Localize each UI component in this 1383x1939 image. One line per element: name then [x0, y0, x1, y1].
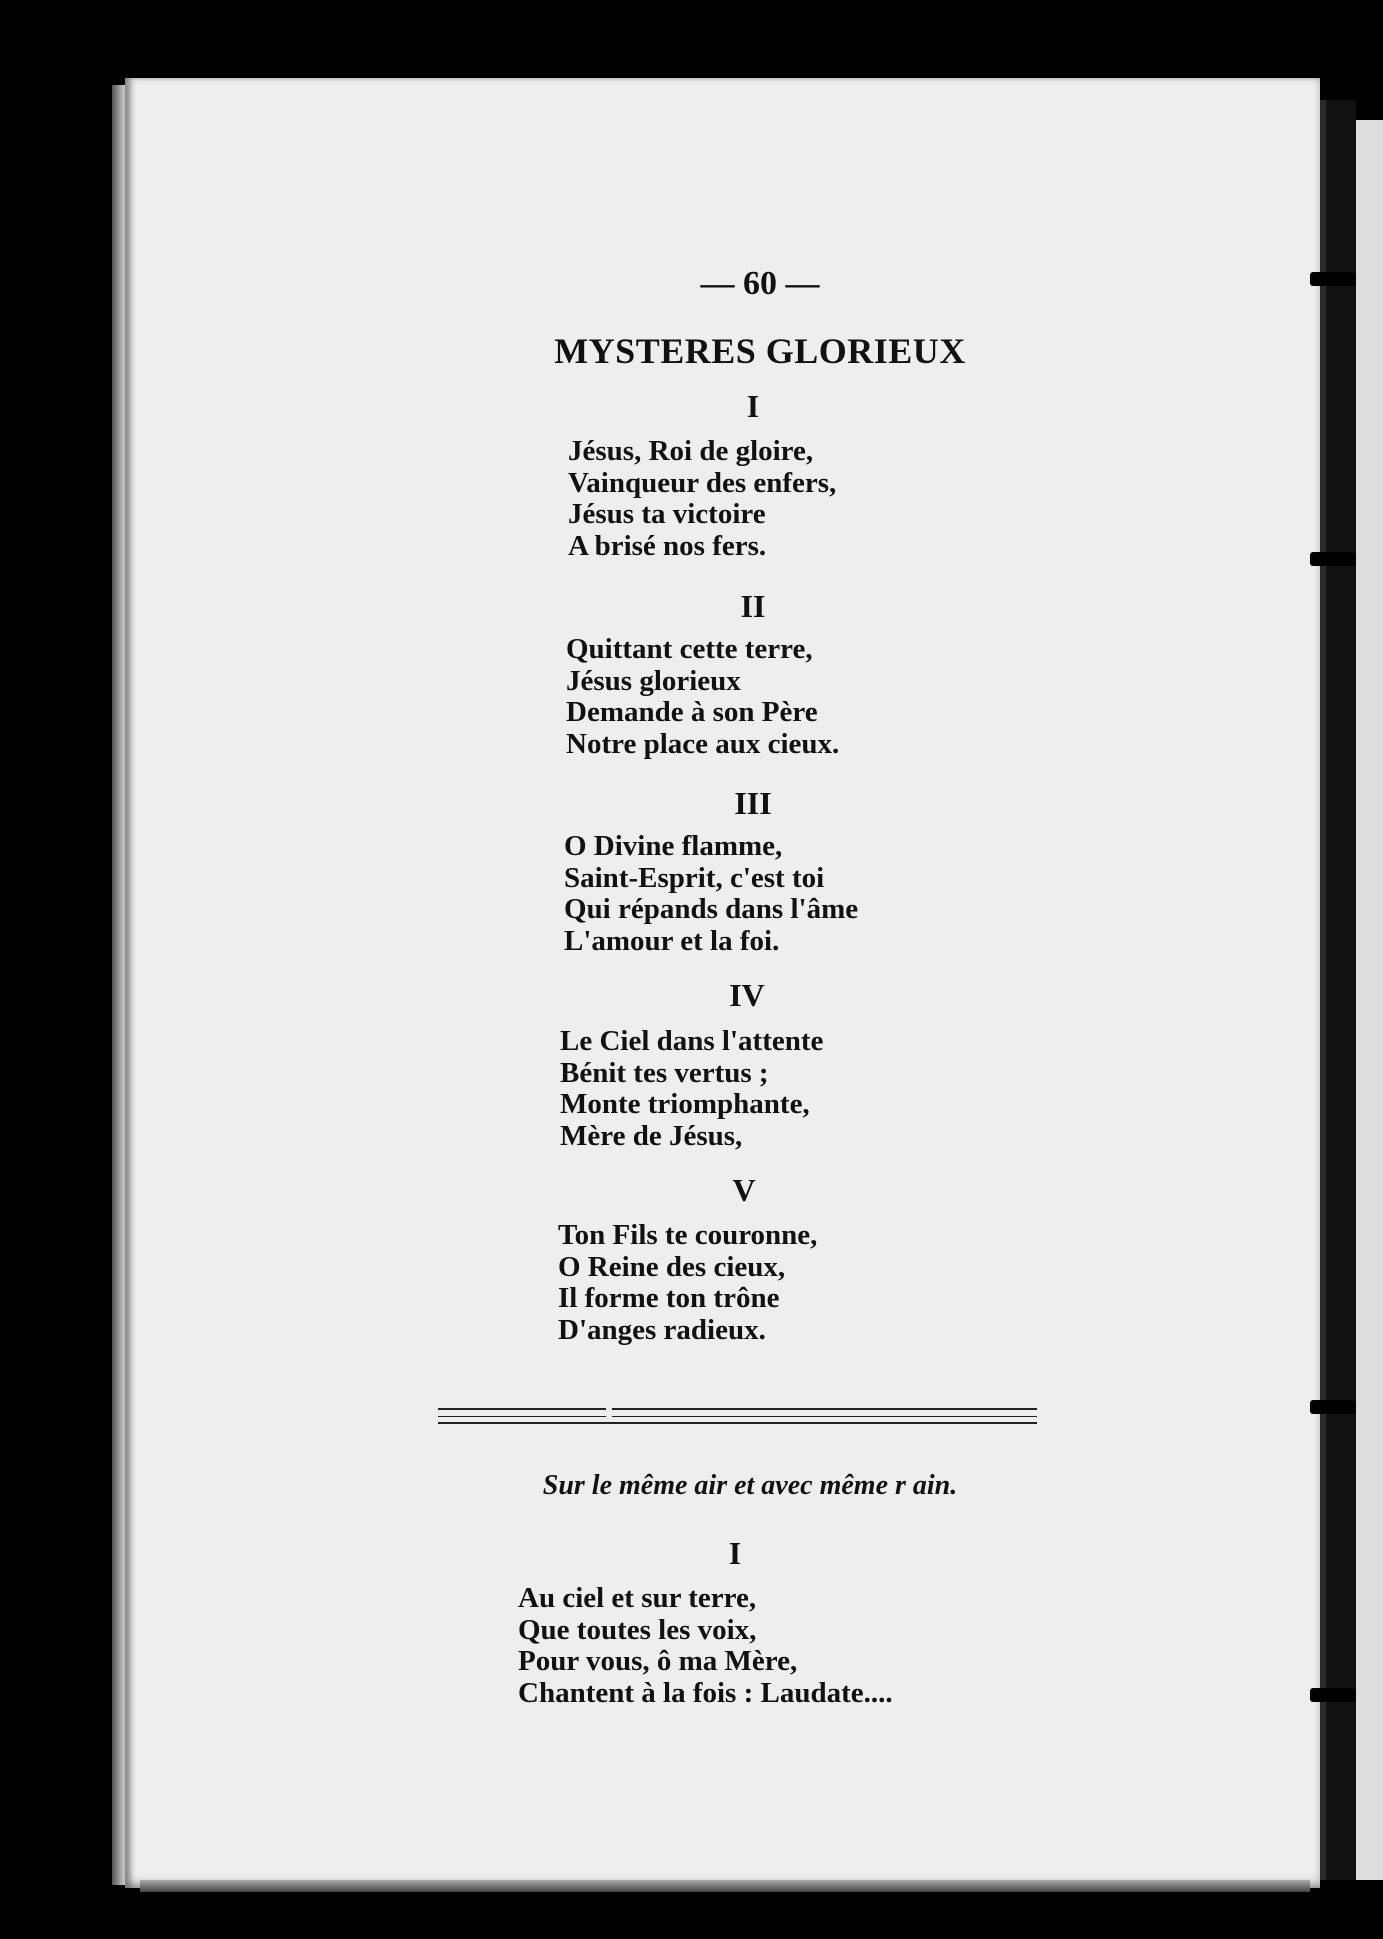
verse-line: Au ciel et sur terre, [518, 1582, 757, 1614]
verse-line: Jésus ta victoire [568, 498, 766, 530]
book-binding [1320, 100, 1356, 1880]
binding-stitch [1310, 552, 1356, 566]
verse-line: Le Ciel dans l'attente [560, 1025, 824, 1057]
stanza [566, 634, 839, 760]
verse-line: Saint-Esprit, c'est toi [564, 861, 825, 894]
verse-line: A brisé nos fers. [568, 529, 767, 562]
verse-line: Jésus, Roi de gloire, [568, 435, 814, 467]
stanza-numeral: I [728, 1535, 742, 1571]
stanza [560, 1026, 823, 1152]
stanza [518, 1583, 893, 1709]
binding-stitch [1310, 272, 1356, 286]
verse-line: Qui répands dans l'âme [564, 893, 859, 925]
verse-line: Jésus glorieux [566, 664, 741, 697]
verse-line: O Divine flamme, [564, 830, 783, 862]
stanza-numeral: II [740, 588, 766, 624]
verse-line: Il forme ton trône [558, 1282, 780, 1314]
binding-stitch [1310, 1688, 1356, 1702]
verse-line: Pour vous, ô ma Mère, [518, 1645, 798, 1677]
stanza-numeral: V [732, 1172, 756, 1208]
verse-line: Que toutes les voix, [518, 1613, 757, 1646]
verse-line: D'anges radieux. [558, 1313, 766, 1346]
verse-line: O Reine des cieux, [558, 1250, 786, 1283]
verse-line: Bénit tes vertus ; [560, 1056, 769, 1089]
binding-stitch [1310, 1400, 1356, 1414]
verse-line: Quittant cette terre, [566, 633, 813, 665]
divider-line [612, 1408, 1037, 1410]
verse-line: L'amour et la foi. [564, 924, 780, 957]
divider-line [612, 1416, 1037, 1417]
tune-note: Sur le même air et avec même r ain. [542, 1470, 958, 1501]
divider-line [438, 1422, 1037, 1424]
divider-line [438, 1416, 606, 1417]
divider-line [438, 1408, 606, 1410]
stanza [564, 831, 858, 957]
stanza-numeral: I [746, 388, 760, 424]
verse-line: Chantent à la fois : Laudate.... [518, 1676, 893, 1709]
song-title: MYSTERES GLORIEUX [554, 331, 966, 371]
verse-line: Notre place aux cieux. [566, 727, 840, 760]
verse-line: Vainqueur des enfers, [568, 466, 837, 499]
verse-line: Mère de Jésus, [560, 1119, 743, 1152]
verse-line: Monte triomphante, [560, 1088, 810, 1120]
verse-line: Ton Fils te couronne, [558, 1219, 818, 1251]
stanza-numeral: III [734, 785, 772, 821]
verse-line: Demande à son Père [566, 696, 818, 728]
stanza [558, 1220, 817, 1346]
page-bottom-edge [140, 1880, 1310, 1892]
page-number: — 60 — [700, 265, 820, 302]
stanza-numeral: IV [729, 977, 765, 1013]
stanza [568, 436, 836, 562]
